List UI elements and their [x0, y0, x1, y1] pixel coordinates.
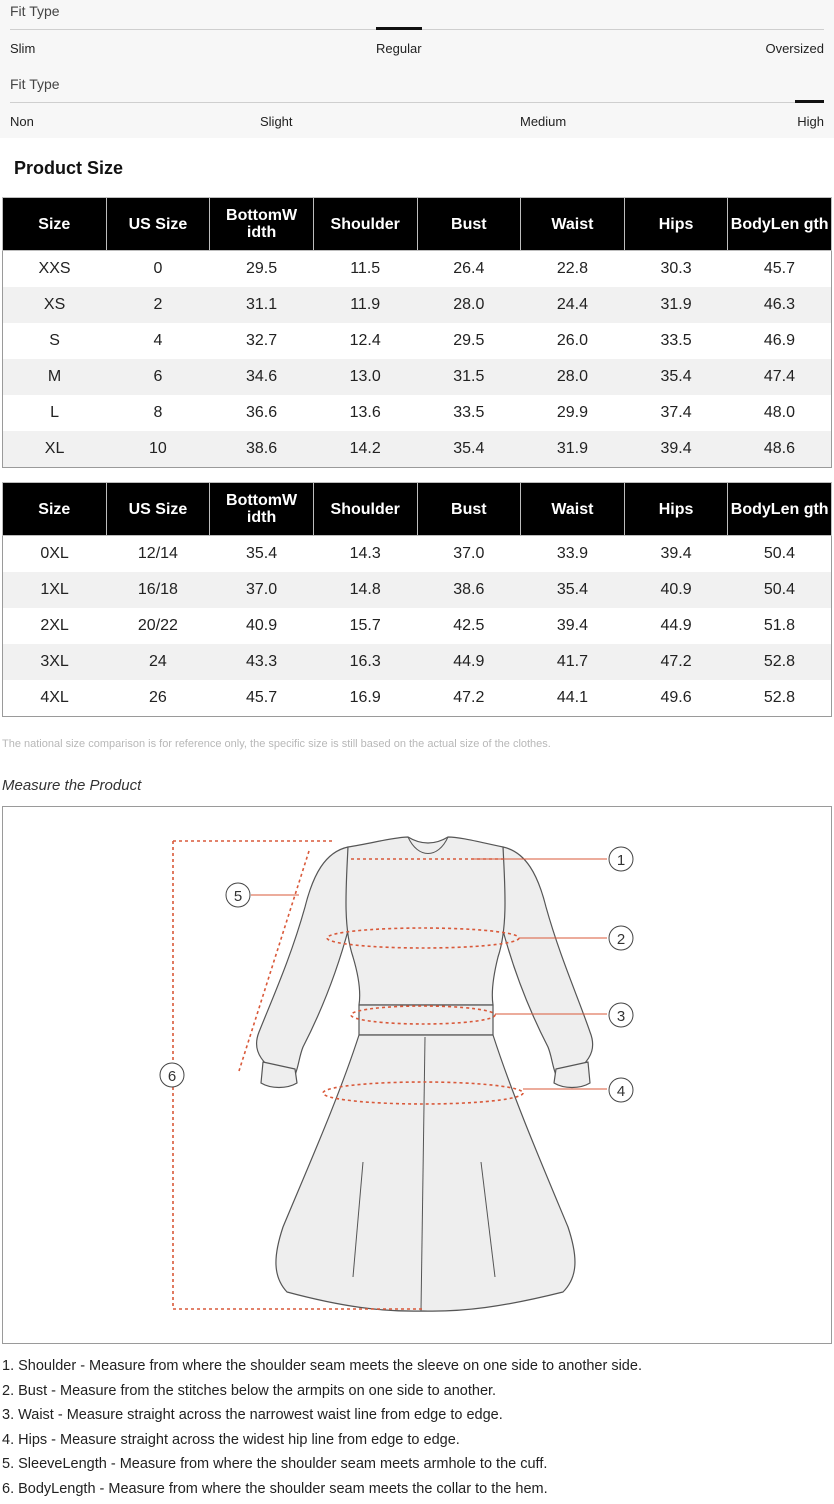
measure-marker-3: [609, 1003, 633, 1027]
cell: 13.6: [349, 404, 381, 421]
marker-label: 6: [167, 1068, 177, 1085]
measure-instructions: [2, 1356, 832, 1504]
cell: 35.4: [417, 431, 521, 468]
cell: 48.6: [728, 431, 832, 468]
header-bottom-width: BottomW idth: [210, 483, 314, 536]
cell: 3XL: [3, 644, 107, 680]
table-row: [3, 536, 832, 573]
marker-label: 1: [616, 852, 626, 869]
table-row: [3, 359, 832, 395]
cell: 34.6: [210, 359, 314, 395]
cell: 29.9: [556, 404, 588, 421]
cell: 33.5: [660, 332, 692, 349]
table-row: [3, 323, 832, 359]
cell: 45.7: [245, 689, 278, 706]
cell: 50.4: [728, 572, 832, 608]
cell: 16.9: [349, 689, 381, 706]
cell: 16.3: [313, 644, 417, 680]
cell: 36.6: [245, 404, 278, 421]
cell: 10: [106, 431, 210, 468]
cell: 46.3: [728, 287, 832, 323]
cell: 2XL: [40, 617, 69, 634]
header-size: Size: [3, 483, 107, 536]
header-bust: Bust: [417, 483, 521, 536]
cell: 31.5: [417, 359, 521, 395]
cell: 38.6: [417, 572, 521, 608]
measure-marker-2: [609, 926, 633, 950]
fit-option-medium: Medium: [520, 114, 567, 129]
cell: 51.8: [763, 617, 795, 634]
cell: 40.9: [245, 617, 278, 634]
cell: 50.4: [763, 545, 795, 562]
cell: 35.4: [245, 545, 278, 562]
fit-selected-marker: [795, 100, 824, 103]
measurement-diagram: [2, 806, 832, 1344]
header-shoulder: Shoulder: [313, 483, 417, 536]
cell: 31.1: [210, 287, 314, 323]
table-row: [3, 572, 832, 608]
cell: 29.5: [245, 260, 278, 277]
size-disclaimer-note: The national size comparison is for reference only, the specific size is still based on the actual size of the clothes.: [2, 738, 551, 750]
cell: 29.5: [453, 332, 485, 349]
cell: L: [50, 404, 60, 421]
fit-selected-marker: [376, 27, 422, 30]
table-row: [3, 287, 832, 323]
measure-title: Measure the Product: [2, 777, 142, 794]
fit-type-size-panel: [0, 0, 834, 66]
cell: 47.2: [624, 644, 728, 680]
header-body-length: BodyLen gth: [728, 198, 832, 251]
cell: 37.0: [210, 572, 314, 608]
cell: 1XL: [3, 572, 107, 608]
cell: XXS: [38, 260, 71, 277]
table-row: [3, 644, 832, 680]
table-row: [3, 251, 832, 288]
cell: 40.9: [624, 572, 728, 608]
cell: 35.4: [521, 572, 625, 608]
header-waist: Waist: [521, 483, 625, 536]
cell: S: [49, 332, 60, 349]
table-row: [3, 608, 832, 644]
fit-option-slight: Slight: [260, 114, 293, 129]
cell: 14.3: [349, 545, 381, 562]
cell: 26.4: [453, 260, 485, 277]
cell: 37.0: [453, 545, 485, 562]
table-header-row: [3, 483, 832, 536]
cell: 14.8: [313, 572, 417, 608]
cell: 22.8: [556, 260, 588, 277]
fit-type-stretch-panel: [0, 66, 834, 138]
cell: 4XL: [40, 689, 69, 706]
cell: 16/18: [106, 572, 210, 608]
marker-label: 5: [233, 888, 243, 905]
product-size-title: Product Size: [14, 158, 124, 178]
fit-option-slim: Slim: [10, 41, 36, 56]
fit-type-title: Fit Type: [10, 3, 60, 19]
cell: 28.0: [417, 287, 521, 323]
cell: 45.7: [763, 260, 795, 277]
cell: 26: [149, 689, 167, 706]
fit-option-high: High: [797, 114, 824, 129]
cell: 38.6: [210, 431, 314, 468]
cell: 26.0: [556, 332, 588, 349]
cell: 4: [153, 332, 163, 349]
cell: 24.4: [521, 287, 625, 323]
fit-option-oversized: Oversized: [765, 41, 824, 56]
cell: 37.4: [660, 404, 692, 421]
cell: 28.0: [521, 359, 625, 395]
header-hips: Hips: [624, 198, 728, 251]
cell: 12/14: [137, 545, 178, 562]
cell: 30.3: [660, 260, 692, 277]
cell: 24: [106, 644, 210, 680]
cell: 39.4: [556, 617, 588, 634]
instruction-waist: 3. Waist - Measure straight across the narrowest waist line from edge to edge.: [2, 1407, 503, 1424]
marker-label: 2: [616, 931, 626, 948]
cell: 2: [106, 287, 210, 323]
marker-label: 4: [616, 1083, 626, 1100]
instruction-body-length: 6. BodyLength - Measure from where the shoulder seam meets the collar to the hem.: [2, 1480, 548, 1497]
dress-illustration: [3, 807, 831, 1343]
cell: 42.5: [453, 617, 485, 634]
size-table-regular: [2, 197, 832, 468]
table-header-row: [3, 198, 832, 251]
cell: 0: [153, 260, 163, 277]
cell: 14.2: [313, 431, 417, 468]
header-hips: Hips: [624, 483, 728, 536]
cell: 44.1: [556, 689, 588, 706]
table-row: [3, 395, 832, 431]
cell: 39.4: [624, 431, 728, 468]
table-row: [3, 680, 832, 717]
cell: 44.9: [417, 644, 521, 680]
fit-option-regular: Regular: [376, 41, 422, 56]
cell: 20/22: [137, 617, 178, 634]
cell: 47.4: [728, 359, 832, 395]
header-waist: Waist: [521, 198, 625, 251]
cell: 0XL: [40, 545, 69, 562]
header-bust: Bust: [417, 198, 521, 251]
instruction-hips: 4. Hips - Measure straight across the widest hip line from edge to edge.: [2, 1431, 460, 1448]
cell: M: [3, 359, 107, 395]
header-size: Size: [3, 198, 107, 251]
measure-marker-6: [160, 1063, 184, 1087]
cell: 11.9: [313, 287, 417, 323]
instruction-shoulder: 1. Shoulder - Measure from where the shoulder seam meets the sleeve on one side to another side.: [2, 1358, 642, 1374]
cell: 12.4: [349, 332, 381, 349]
cell: 48.0: [763, 404, 795, 421]
measure-marker-4: [609, 1078, 633, 1102]
cell: 35.4: [624, 359, 728, 395]
marker-label: 3: [616, 1008, 626, 1025]
cell: 31.9: [624, 287, 728, 323]
measure-marker-5: [226, 883, 250, 907]
cell: 6: [106, 359, 210, 395]
cell: 43.3: [210, 644, 314, 680]
cell: 44.9: [660, 617, 692, 634]
cell: 49.6: [660, 689, 692, 706]
fit-scale-line: [10, 102, 824, 103]
cell: 15.7: [349, 617, 381, 634]
fit-type-title: Fit Type: [10, 76, 60, 92]
cell: 11.5: [350, 260, 381, 277]
table-row: [3, 431, 832, 468]
header-us-size: US Size: [106, 483, 210, 536]
cell: XS: [3, 287, 107, 323]
cell: 52.8: [728, 644, 832, 680]
cell: 13.0: [313, 359, 417, 395]
header-us-size: US Size: [106, 198, 210, 251]
cell: 33.5: [453, 404, 485, 421]
measure-marker-1: [609, 847, 633, 871]
header-shoulder: Shoulder: [313, 198, 417, 251]
instruction-sleeve-length: 5. SleeveLength - Measure from where the shoulder seam meets armhole to the cuff.: [2, 1456, 548, 1473]
cell: 46.9: [763, 332, 795, 349]
cell: 31.9: [521, 431, 625, 468]
header-bottom-width: BottomW idth: [210, 198, 314, 251]
size-table-plus: [2, 482, 832, 717]
cell: 52.8: [763, 689, 795, 706]
instruction-bust: 2. Bust - Measure from the stitches below the armpits on one side to another.: [2, 1382, 497, 1399]
fit-option-non: Non: [10, 114, 34, 129]
cell: 39.4: [660, 545, 692, 562]
header-body-length: BodyLen gth: [728, 483, 832, 536]
cell: 32.7: [245, 332, 278, 349]
cell: 8: [153, 404, 163, 421]
cell: XL: [3, 431, 107, 468]
cell: 47.2: [453, 689, 485, 706]
cell: 33.9: [556, 545, 588, 562]
cell: 41.7: [521, 644, 625, 680]
